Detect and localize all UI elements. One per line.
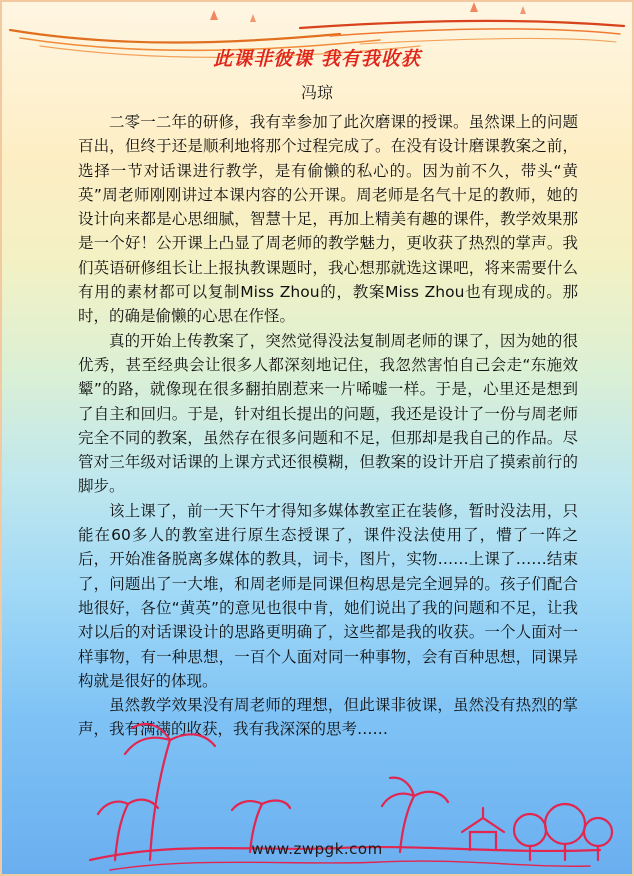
article-body [78,110,578,742]
paragraph: 真的开始上传教案了，突然觉得没法复制周老师的课了，因为她的很优秀，甚至经典会让很多人都深刻地记住，我忽然害怕自己会走“东施效颦”的路，就像现在很多翻拍剧惹来一片唏嘘一样。于是，心里还是想到了自主和回归。于是，针对组长提出的问题，我还是设计了一份与周老师完全不同的教案，虽然存在很多问题和不足，但那却是我自己的作品。尽管对三年级对话课的上课方式还很模糊，但教案的设计开启了摸索前行的脚步。 [78,331,578,496]
paragraph: 二零一二年的研修，我有幸参加了此次磨课的授课。虽然课上的问题百出，但终于还是顺利地将那个过程完成了。在没有设计磨课教案之前，选择一节对话课进行教学，是有偷懒的私心的。因为前不久，带头“黄英”周老师刚刚讲过本课内容的公开课。周老师是名气十足的教师，她的设计向来都是心思细腻，智慧十足，再加上精美有趣的课件，教学效果那是一个好！公开课上凸显了周老师的教学魅力，更收获了热烈的掌声。我们英语研修组长让上报执教课题时，我心想那就选这课吧，将来需要什么有用的素材都可以复制Miss Zhou的，教案Miss Zhou也有现成的。那时，的确是偷懒的心思在作怪。 [78,113,578,326]
paragraph: 虽然教学效果没有周老师的理想，但此课非彼课，虽然没有热烈的掌声，我有满满的收获，我有我深深的思考…… [78,696,578,739]
website-watermark: www.zwpgk.com [251,840,383,858]
paragraph: 该上课了，前一天下午才得知多媒体教室正在装修，暂时没法用，只能在60多人的教室进行原生态授课了，课件没法使用了，懵了一阵之后，开始准备脱离多媒体的教具，词卡，图片，实物……上课了……结束了，问题出了一大堆，和周老师是同课但构思是完全迥异的。孩子们配合地很好，各位“黄英”的意见也很中肯，她们说出了我的问题和不足，让我对以后的对话课设计的思路更明确了，这些都是我的收获。一个人面对一样事物，有一种思想，一百个人面对同一种事物，会有百种思想，同课异构就是很好的体现。 [78,501,578,690]
page-title: 此课非彼课 我有我收获 [213,48,421,70]
author-name: 冯琼 [300,83,333,102]
